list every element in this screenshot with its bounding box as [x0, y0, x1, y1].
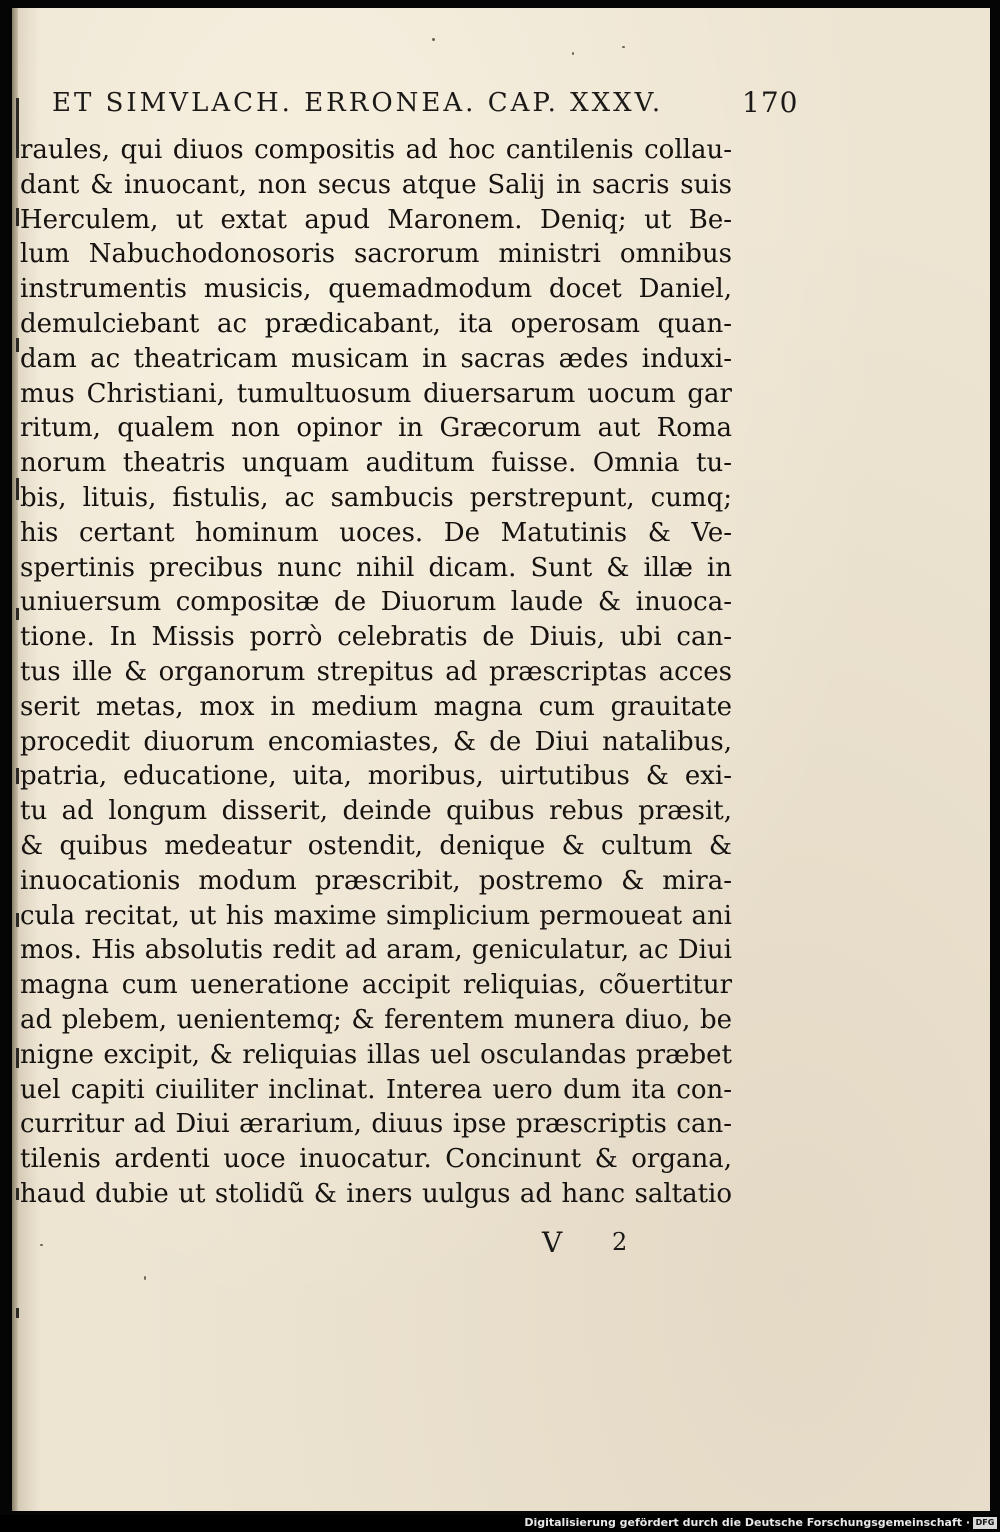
paper-speck [622, 46, 625, 48]
page-number: 170 [742, 86, 799, 119]
text-line: bis, lituis, fistulis, ac sambucis perstrepunt, cumq; [20, 482, 732, 513]
text-line: curritur ad Diui ærarium, diuus ipse præscriptis can- [20, 1109, 732, 1140]
spine-mark [16, 478, 19, 500]
text-line: magna cum ueneratione accipit reliquias, cõuertitur [20, 970, 732, 1001]
body-text [20, 133, 732, 1212]
paper-speck [144, 1276, 146, 1280]
text-line: nigne excipit, & reliquias illas uel osculandas præbet [20, 1039, 732, 1070]
book-page [12, 8, 990, 1511]
spine-mark [16, 1188, 19, 1200]
spine-mark [16, 608, 19, 620]
text-line: patria, educatione, uita, moribus, uirtutibus & exi- [20, 761, 732, 792]
text-line: haud dubie ut stolidũ & iners uulgus ad hanc saltatio [20, 1178, 732, 1209]
text-line: serit metas, mox in medium magna cum grauitate [20, 691, 732, 722]
dfg-logo: DFG [973, 1517, 997, 1529]
text-line: procedit diuorum encomiastes, & de Diui natalibus, [20, 726, 732, 757]
text-line: lum Nabuchodonosoris sacrorum ministri omnibus [20, 239, 732, 270]
text-line: uel capiti ciuiliter inclinat. Interea uero dum ita con- [20, 1074, 732, 1105]
spine-mark [16, 768, 19, 784]
text-line: mus Christiani, tumultuosum diuersarum uocum gar [20, 378, 732, 409]
page-gutter-shadow [12, 8, 18, 1511]
digitization-footer [0, 1515, 1000, 1532]
text-line: norum theatris unquam auditum fuisse. Omnia tu- [20, 448, 732, 479]
text-line: spertinis precibus nunc nihil dicam. Sunt & illæ in [20, 552, 732, 583]
text-line: raules, qui diuos compositis ad hoc cantilenis collau- [20, 135, 732, 165]
signature-number: 2 [612, 1228, 628, 1256]
running-head [52, 88, 802, 128]
spine-mark [16, 1308, 19, 1318]
text-line: inuocationis modum præscribit, postremo & mira- [20, 865, 732, 896]
text-line: tus ille & organorum strepitus ad præscriptas acces [20, 656, 732, 687]
paper-speck [40, 1244, 43, 1246]
running-head-title: ET SIMVLACH. ERRONEA. CAP. XXXV. [52, 88, 664, 118]
funding-credit: Digitalisierung gefördert durch die Deutsche Forschungsgemeinschaft · [524, 1516, 970, 1529]
paper-speck [432, 38, 435, 41]
paper-speck [572, 52, 574, 55]
text-line: uniuersum compositæ de Diuorum laude & inuoca- [20, 587, 732, 618]
text-line: & quibus medeatur ostendit, denique & cultum & [20, 830, 732, 861]
text-line: tu ad longum disserit, deinde quibus rebus præsit, [20, 796, 732, 827]
text-line: mos. His absolutis redit ad aram, geniculatur, ac Diui [20, 935, 732, 966]
text-line: Herculem, ut extat apud Maronem. Deniq; ut Be- [20, 204, 732, 235]
text-line: his certant hominum uoces. De Matutinis & Ve- [20, 517, 732, 548]
spine-mark [16, 1048, 19, 1068]
spine-mark [16, 98, 19, 158]
text-line: demulciebant ac prædicabant, ita operosam quan- [20, 308, 732, 339]
text-line: ad plebem, uenientemq; & ferentem munera diuo, be [20, 1004, 732, 1035]
spine-mark [16, 913, 19, 927]
text-line: ritum, qualem non opinor in Græcorum aut Roma [20, 413, 732, 444]
text-line: tilenis ardenti uoce inuocatur. Concinunt & organa, [20, 1144, 732, 1175]
spine-mark [16, 338, 19, 352]
text-line: instrumentis musicis, quemadmodum docet Daniel, [20, 274, 732, 305]
text-line: cula recitat, ut his maxime simplicium permoueat ani [20, 900, 732, 931]
signature-letter: V [542, 1226, 563, 1259]
spine-mark [16, 208, 19, 226]
text-line: dam ac theatricam musicam in sacras ædes induxi- [20, 343, 732, 374]
text-line: dant & inuocant, non secus atque Salij in sacris suis [20, 169, 732, 200]
text-line: tione. In Missis porrò celebratis de Diuis, ubi can- [20, 622, 732, 653]
